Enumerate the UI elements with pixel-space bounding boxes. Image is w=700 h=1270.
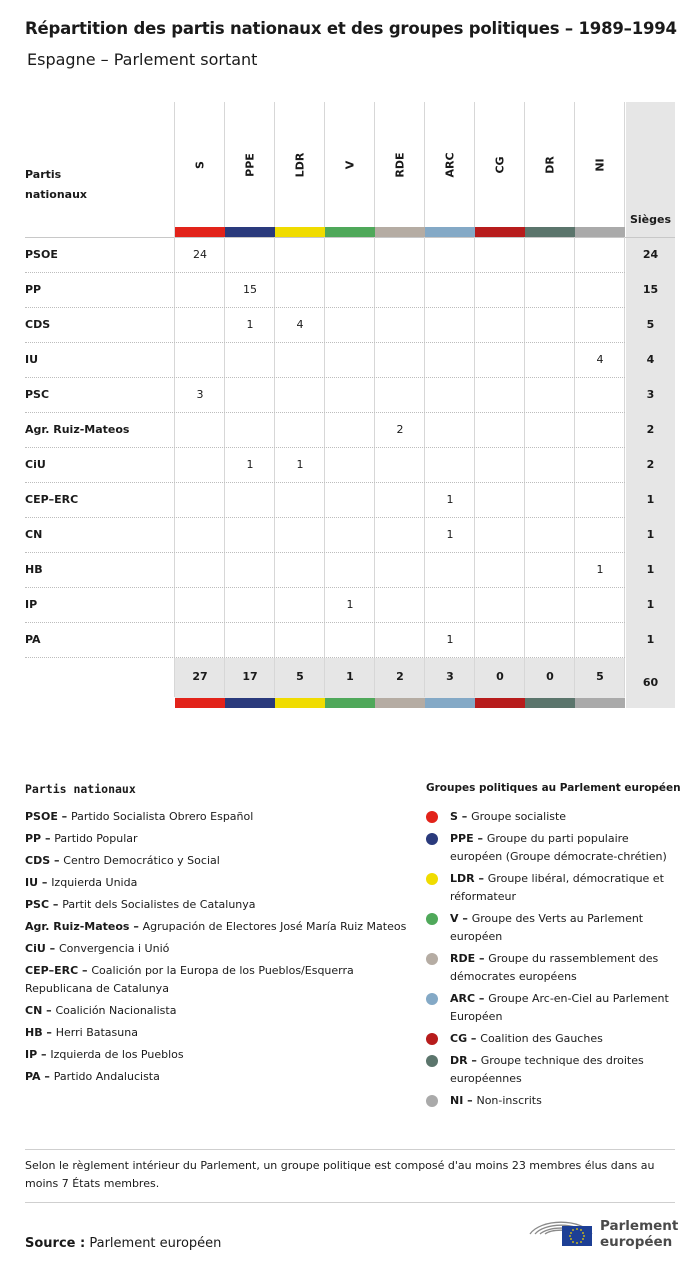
group-legend-item	[426, 950, 676, 986]
group-legend-abbr: CG –	[450, 1032, 481, 1045]
group-legend-abbr: DR –	[450, 1054, 481, 1067]
source-value: Parlement européen	[89, 1236, 222, 1251]
color-bar-bottom-ppe	[225, 698, 275, 708]
logo-line-2: européen	[600, 1234, 673, 1250]
group-legend-text	[450, 910, 676, 946]
group-legend-name: Groupe du parti populaire européen (Groupe démocrate-chrétien)	[450, 832, 667, 863]
column-total: 3	[446, 670, 454, 683]
party-legend-item	[25, 852, 415, 870]
color-bar-top-cg	[475, 227, 525, 237]
column-header-label: CG	[493, 156, 507, 174]
party-legend-name: Partido Popular	[54, 832, 138, 845]
group-legend-name: Groupe libéral, démocratique et réformateur	[450, 872, 664, 903]
group-legend-item	[426, 870, 676, 906]
party-legend-name: Convergencia i Unió	[58, 942, 170, 955]
party-legend-name: Herri Batasuna	[55, 1026, 138, 1039]
row-separator	[25, 622, 625, 623]
group-color-dot-icon	[426, 953, 438, 965]
group-legend-text	[450, 808, 676, 826]
group-legend-text	[450, 830, 676, 866]
party-legend-item	[25, 874, 415, 892]
grand-total: 60	[642, 676, 659, 689]
group-color-dot-icon	[426, 1055, 438, 1067]
table-cell: 1	[446, 633, 454, 646]
group-legend-name: Groupe du rassemblement des démocrates européens	[450, 952, 659, 983]
group-legend-item	[426, 990, 676, 1026]
seats-column-background	[626, 102, 675, 708]
note-divider-bottom	[25, 1202, 675, 1203]
row-label: CN	[25, 528, 43, 541]
table-cell: 1	[246, 318, 254, 331]
group-legend-abbr: PPE –	[450, 832, 487, 845]
party-legend-name: Coalición Nacionalista	[55, 1004, 177, 1017]
color-bar-top-v	[325, 227, 375, 237]
row-separator	[25, 482, 625, 483]
row-seat-total: 15	[642, 283, 659, 296]
color-bar-top-arc	[425, 227, 475, 237]
row-seat-total: 1	[646, 493, 655, 506]
row-label: PA	[25, 633, 41, 646]
table-cell: 4	[296, 318, 304, 331]
page-subtitle: Espagne – Parlement sortant	[27, 50, 258, 69]
column-header-label: V	[343, 160, 357, 170]
party-legend-name: Partido Andalucista	[53, 1070, 160, 1083]
party-legend-item	[25, 1068, 415, 1086]
party-legend-item	[25, 940, 415, 958]
row-seat-total: 1	[646, 633, 655, 646]
group-legend-text	[450, 990, 676, 1026]
group-legend-name: Groupe Arc-en-Ciel au Parlement Européen	[450, 992, 669, 1023]
party-legend-abbr: CiU –	[25, 942, 59, 955]
row-seat-total: 3	[646, 388, 655, 401]
page-title: Répartition des partis nationaux et des groupes politiques – 1989–1994	[25, 19, 677, 38]
column-total: 5	[596, 670, 604, 683]
row-label: PSOE	[25, 248, 58, 261]
column-header-ldr	[275, 110, 325, 220]
table-cell: 1	[346, 598, 354, 611]
header-divider	[25, 237, 675, 238]
parties-legend-title: Partis nationaux	[25, 782, 136, 796]
column-total: 27	[192, 670, 208, 683]
color-bar-bottom-arc	[425, 698, 475, 708]
group-color-dot-icon	[426, 1033, 438, 1045]
party-legend-name: Partit dels Socialistes de Catalunya	[62, 898, 256, 911]
color-bar-top-ppe	[225, 227, 275, 237]
row-label: CEP–ERC	[25, 493, 79, 506]
column-header-label: RDE	[393, 152, 407, 178]
table-cell: 24	[193, 248, 207, 261]
party-legend-name: Izquierda de los Pueblos	[50, 1048, 184, 1061]
seats-header-label: Sièges	[629, 213, 672, 226]
color-bar-bottom-s	[175, 698, 225, 708]
table-cell: 4	[596, 353, 604, 366]
row-separator	[25, 587, 625, 588]
group-legend-name: Groupe des Verts au Parlement européen	[450, 912, 644, 943]
row-label: HB	[25, 563, 43, 576]
party-legend-name: Centro Democrático y Social	[63, 854, 220, 867]
row-seat-total: 1	[646, 528, 655, 541]
column-total: 1	[346, 670, 354, 683]
column-header-label: S	[193, 161, 207, 169]
table-cell: 1	[596, 563, 604, 576]
party-legend-item	[25, 1046, 415, 1064]
column-header-label: NI	[593, 158, 607, 172]
column-header-arc	[425, 110, 475, 220]
row-separator	[25, 657, 625, 658]
group-color-dot-icon	[426, 1095, 438, 1107]
color-bar-bottom-cg	[475, 698, 525, 708]
note-divider-top	[25, 1149, 675, 1150]
table-cell: 1	[296, 458, 304, 471]
row-separator	[25, 307, 625, 308]
party-legend-item	[25, 830, 415, 848]
row-separator	[25, 552, 625, 553]
column-total: 0	[546, 670, 554, 683]
group-legend-name: Groupe socialiste	[471, 810, 567, 823]
table-cell: 1	[246, 458, 254, 471]
row-label: IP	[25, 598, 38, 611]
party-legend-name: Coalición por la Europa de los Pueblos/Esquerra Republicana de Catalunya	[25, 964, 354, 995]
group-legend-abbr: LDR –	[450, 872, 488, 885]
source-line	[25, 1236, 221, 1251]
party-legend-abbr: PP –	[25, 832, 55, 845]
group-legend-item	[426, 1092, 676, 1110]
group-color-dot-icon	[426, 993, 438, 1005]
color-bar-bottom-ldr	[275, 698, 325, 708]
row-seat-total: 2	[646, 458, 655, 471]
column-total: 0	[496, 670, 504, 683]
column-header-ppe	[225, 110, 275, 220]
group-color-dot-icon	[426, 811, 438, 823]
party-legend-item	[25, 962, 415, 998]
group-legend-text	[450, 870, 676, 906]
row-separator	[25, 412, 625, 413]
color-bar-bottom-dr	[525, 698, 575, 708]
column-header-v	[325, 110, 375, 220]
table-cell: 1	[446, 493, 454, 506]
party-legend-abbr: Agr. Ruiz-Mateos –	[25, 920, 143, 933]
party-legend-abbr: HB –	[25, 1026, 56, 1039]
color-bar-top-s	[175, 227, 225, 237]
group-legend-text	[450, 1052, 676, 1088]
group-legend-abbr: RDE –	[450, 952, 489, 965]
groups-legend-title: Groupes politiques au Parlement européen	[426, 782, 681, 794]
party-legend-name: Partido Socialista Obrero Español	[71, 810, 254, 823]
group-legend-item	[426, 830, 676, 866]
row-separator	[25, 377, 625, 378]
column-header-cg	[475, 110, 525, 220]
party-legend-name: Agrupación de Electores José María Ruiz Mateos	[142, 920, 407, 933]
group-legend-abbr: NI –	[450, 1094, 477, 1107]
row-label: CiU	[25, 458, 46, 471]
footnote: Selon le règlement intérieur du Parlement, un groupe politique est composé d'au moins 23 membres élus dans au moins 7 États membres.	[25, 1159, 655, 1190]
row-separator	[25, 342, 625, 343]
table-cell: 3	[196, 388, 204, 401]
party-legend-abbr: CDS –	[25, 854, 64, 867]
row-seat-total: 2	[646, 423, 655, 436]
group-legend-item	[426, 1052, 676, 1088]
party-legend-item	[25, 1024, 415, 1042]
group-legend-name: Non-inscrits	[476, 1094, 542, 1107]
row-seat-total: 24	[642, 248, 659, 261]
column-total: 17	[242, 670, 258, 683]
group-legend-item	[426, 808, 676, 826]
party-legend-item	[25, 808, 415, 826]
color-bar-top-dr	[525, 227, 575, 237]
color-bar-bottom-rde	[375, 698, 425, 708]
color-bar-bottom-ni	[575, 698, 625, 708]
party-legend-item	[25, 1002, 415, 1020]
table-cell: 2	[396, 423, 404, 436]
group-legend-text	[450, 1030, 676, 1048]
color-bar-top-ldr	[275, 227, 325, 237]
row-label: PSC	[25, 388, 50, 401]
row-seat-total: 5	[646, 318, 655, 331]
group-legend-abbr: ARC –	[450, 992, 489, 1005]
logo-line-1: Parlement	[600, 1218, 679, 1234]
table-cell: 1	[446, 528, 454, 541]
group-legend-name: Groupe technique des droites européennes	[450, 1054, 644, 1085]
group-legend-text	[450, 1092, 676, 1110]
party-legend-abbr: PA –	[25, 1070, 54, 1083]
logo-text	[600, 1218, 678, 1250]
party-legend-abbr: CN –	[25, 1004, 56, 1017]
row-separator	[25, 517, 625, 518]
group-color-dot-icon	[426, 833, 438, 845]
party-legend-abbr: PSOE –	[25, 810, 72, 823]
group-legend-text	[450, 950, 676, 986]
column-header-ni	[575, 110, 625, 220]
group-legend-item	[426, 1030, 676, 1048]
table-cell: 15	[243, 283, 257, 296]
group-color-dot-icon	[426, 913, 438, 925]
column-header-label: PPE	[243, 153, 257, 177]
party-legend-item	[25, 896, 415, 914]
group-legend-abbr: S –	[450, 810, 472, 823]
column-total: 2	[396, 670, 404, 683]
color-bar-bottom-v	[325, 698, 375, 708]
row-label: PP	[25, 283, 42, 296]
column-header-dr	[525, 110, 575, 220]
row-label: Agr. Ruiz-Mateos	[25, 423, 130, 436]
row-label: IU	[25, 353, 39, 366]
party-legend-abbr: CEP–ERC –	[25, 964, 92, 977]
source-label: Source :	[25, 1236, 86, 1251]
row-header-label: Partis nationaux	[25, 168, 88, 201]
party-legend-name: Izquierda Unida	[51, 876, 138, 889]
row-seat-total: 1	[646, 598, 655, 611]
row-separator	[25, 447, 625, 448]
column-header-label: LDR	[293, 152, 307, 178]
color-bar-top-rde	[375, 227, 425, 237]
party-legend-abbr: IU –	[25, 876, 52, 889]
row-label: CDS	[25, 318, 51, 331]
column-header-label: DR	[543, 156, 557, 174]
row-seat-total: 1	[646, 563, 655, 576]
row-separator	[25, 272, 625, 273]
party-legend-item	[25, 918, 415, 936]
column-total: 5	[296, 670, 304, 683]
column-header-rde	[375, 110, 425, 220]
column-header-label: ARC	[443, 152, 457, 178]
color-bar-top-ni	[575, 227, 625, 237]
group-color-dot-icon	[426, 873, 438, 885]
group-legend-name: Coalition des Gauches	[480, 1032, 603, 1045]
party-legend-abbr: IP –	[25, 1048, 51, 1061]
column-header-s	[175, 110, 225, 220]
row-seat-total: 4	[646, 353, 655, 366]
group-legend-abbr: V –	[450, 912, 472, 925]
party-legend-abbr: PSC –	[25, 898, 63, 911]
group-legend-item	[426, 910, 676, 946]
